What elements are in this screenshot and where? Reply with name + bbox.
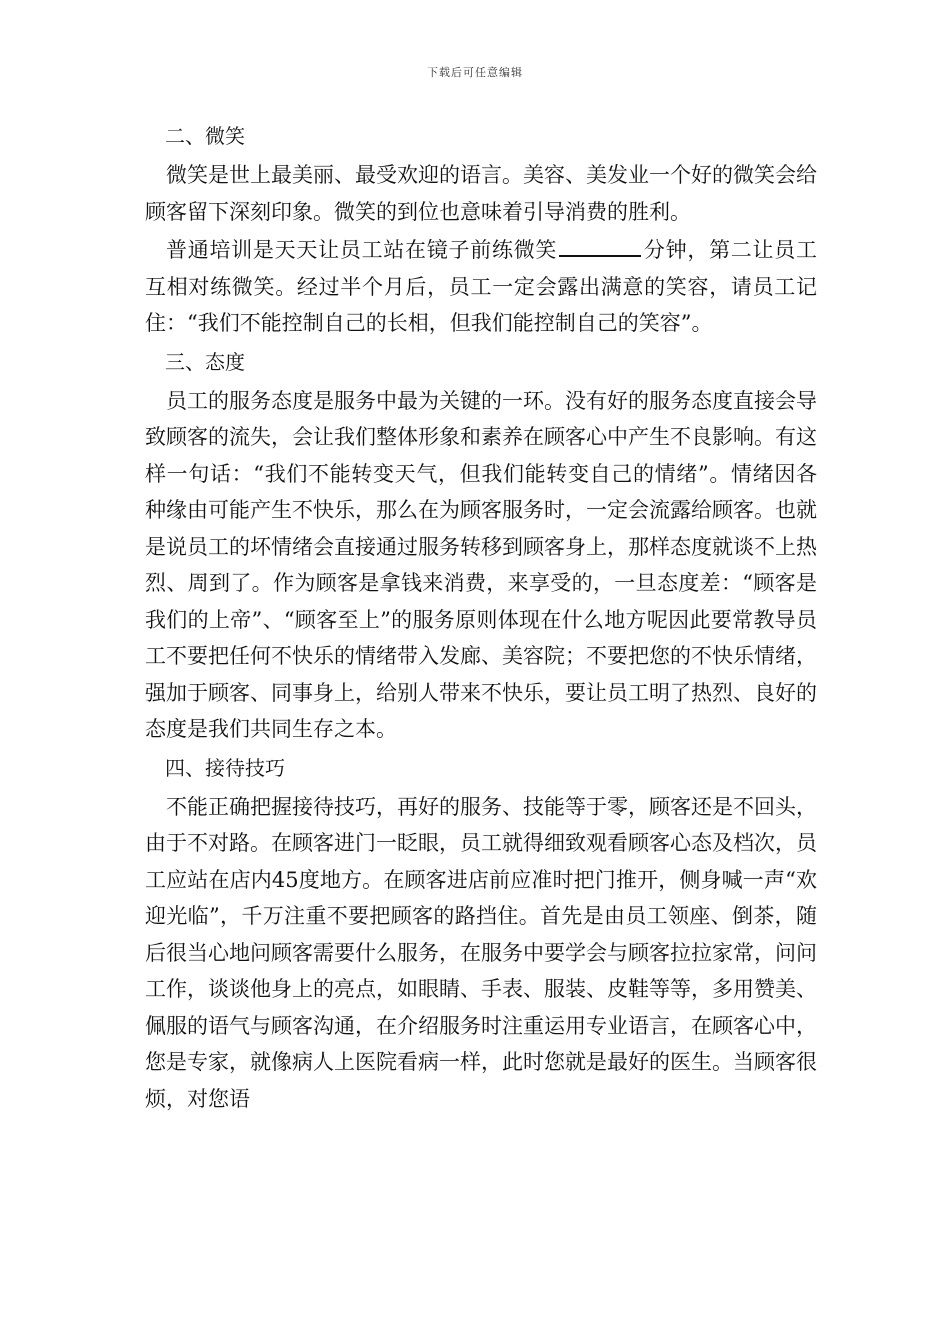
section-heading-attitude: 三、态度 xyxy=(165,349,245,374)
section-heading-reception: 四、接待技巧 xyxy=(165,755,285,780)
page-header-note: 下载后可任意编辑 xyxy=(427,66,523,79)
smile-paragraph-2 xyxy=(145,232,817,342)
document-body xyxy=(145,118,817,1119)
smile-paragraph-1: 微笑是世上最美丽、最受欢迎的语言。美容、美发业一个好的微笑会给顾客留下深刻印象。微笑的到位也意味着引导消费的胜利。 xyxy=(145,163,817,224)
attitude-paragraph: 员工的服务态度是服务中最为关键的一环。没有好的服务态度直接会导致顾客的流失，会让我们整体形象和素养在顾客心中产生不良影响。有这样一句话：“我们不能转变天气，但我们能转变自己的情绪”。情绪因各种缘由可能产生不快乐，那么在为顾客服务时，一定会流露给顾客。也就是说员工的坏情绪会直接通过服务转移到顾客身上，那样态度就谈不上热烈、周到了。作为顾客是拿钱来消费，来享受的，一旦态度差：“顾客是我们的上帝”、“顾客至上”的服务原则体现在什么地方呢因此要常教导员工不要把任何不快乐的情绪带入发廊、美容院；不要把您的不快乐情绪，强加于顾客、同事身上，给别人带来不快乐，要让员工明了热烈、良好的态度是我们共同生存之本。 xyxy=(145,388,817,741)
smile-paragraph-2-start: 普通培训是天天让员工站在镜子前练微笑 xyxy=(166,238,558,262)
section-heading-smile: 二、微笑 xyxy=(165,124,245,148)
smile-paragraph-2-end: 分钟，第二让员工互相对练微笑。经过半个月后，员工一定会露出满意的笑容，请员工记住：“我们不能控制自己的长相，但我们能控制自己的笑容”。 xyxy=(145,238,818,335)
reception-paragraph: 不能正确把握接待技巧，再好的服务、技能等于零，顾客还是不回头，由于不对路。在顾客进门一眨眼，员工就得细致观看顾客心态及档次，员工应站在店内45度地方。在顾客进店前应准时把门推开，侧身喊一声“欢迎光临”，千万注重不要把顾客的路挡住。首先是由员工领座、倒茶，随后很当心地问顾客需要什么服务，在服务中要学会与顾客拉拉家常，问问工作，谈谈他身上的亮点，如眼睛、手表、服装、皮鞋等等，多用赞美、佩服的语气与顾客沟通，在介绍服务时注重运用专业语言，在顾客心中，您是专家，就像病人上医院看病一样，此时您就是最好的医生。当顾客很烦，对您语 xyxy=(145,794,817,1111)
fill-in-blank xyxy=(559,237,641,257)
